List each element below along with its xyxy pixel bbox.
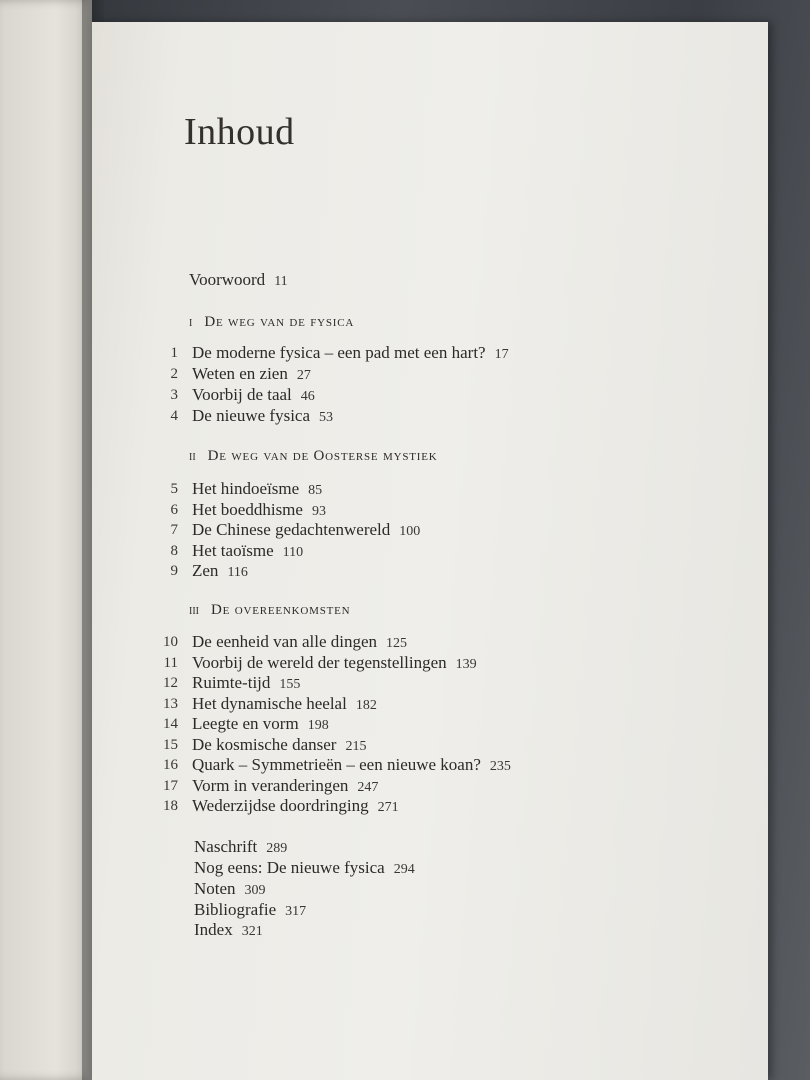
part-heading-1 — [189, 314, 354, 331]
chapter-page: 116 — [227, 565, 248, 580]
page-title: Inhoud — [184, 111, 295, 153]
appendix-page: 321 — [241, 924, 263, 939]
toc-appendix-nog-eens — [194, 858, 415, 880]
chapter-label: Vorm in veranderingen — [192, 776, 349, 795]
part-title: De overeenkomsten — [211, 602, 351, 618]
part-heading-3 — [189, 602, 350, 619]
chapter-label: Het boeddhisme — [192, 500, 303, 519]
chapter-label: Voorbij de taal — [192, 385, 292, 404]
toc-chapter-11 — [163, 653, 477, 675]
chapter-number: 15 — [163, 737, 178, 753]
chapter-page: 93 — [311, 504, 326, 519]
toc-chapter-17 — [163, 776, 379, 798]
chapter-page: 235 — [489, 759, 511, 774]
chapter-number: 2 — [170, 366, 178, 382]
chapter-label: De moderne fysica – een pad met een hart? — [192, 343, 486, 362]
appendix-page: 309 — [244, 883, 266, 898]
toc-chapter-2 — [170, 364, 311, 386]
chapter-label: Het dynamische heelal — [192, 694, 347, 713]
chapter-page: 198 — [307, 718, 329, 733]
chapter-label: De nieuwe fysica — [192, 406, 311, 425]
chapter-number: 6 — [170, 502, 178, 518]
chapter-page: 53 — [319, 410, 334, 425]
toc-chapter-6 — [170, 500, 326, 522]
chapter-page: 182 — [355, 698, 377, 713]
chapter-number: 7 — [170, 522, 178, 538]
appendix-label: Naschrift — [194, 837, 258, 856]
toc-chapter-5 — [170, 479, 323, 501]
chapter-page: 46 — [300, 389, 315, 404]
chapter-label: De eenheid van alle dingen — [192, 632, 378, 651]
chapter-page: 215 — [345, 739, 367, 754]
toc-entry-voorwoord — [189, 270, 288, 292]
toc-entry-label: Voorwoord — [189, 270, 266, 289]
toc-chapter-10 — [163, 632, 408, 654]
toc-chapter-7 — [170, 520, 421, 542]
part-title: De weg van de Oosterse mystiek — [207, 448, 438, 464]
chapter-page: 125 — [386, 636, 408, 651]
toc-chapter-12 — [163, 673, 301, 695]
left-page — [0, 0, 92, 1080]
toc-chapter-14 — [163, 714, 329, 736]
chapter-number: 18 — [163, 798, 178, 814]
chapter-page: 247 — [357, 780, 379, 795]
chapter-number: 12 — [163, 675, 178, 691]
part-title: De weg van de fysica — [204, 314, 355, 330]
chapter-number: 11 — [163, 655, 178, 671]
chapter-label: Quark – Symmetrieën – een nieuwe koan? — [192, 755, 481, 774]
chapter-page: 110 — [282, 545, 304, 560]
appendix-label: Bibliografie — [194, 900, 277, 919]
chapter-label: Weten en zien — [192, 364, 288, 383]
chapter-number: 9 — [170, 563, 178, 579]
chapter-number: 17 — [163, 778, 178, 794]
chapter-page: 17 — [494, 347, 509, 362]
chapter-number: 13 — [163, 696, 178, 712]
chapter-number: 10 — [163, 634, 178, 650]
toc-chapter-1 — [170, 343, 509, 365]
toc-chapter-13 — [163, 694, 377, 716]
chapter-number: 1 — [170, 345, 178, 361]
toc-appendix-bibliografie — [194, 900, 306, 922]
toc-chapter-15 — [163, 735, 367, 757]
toc-entry-page: 11 — [274, 274, 288, 289]
part-roman: i — [189, 315, 193, 330]
toc-chapter-3 — [170, 385, 315, 407]
toc-appendix-noten — [194, 879, 266, 901]
appendix-label: Nog eens: De nieuwe fysica — [194, 858, 385, 877]
toc-appendix-naschrift — [194, 837, 287, 859]
toc-chapter-4 — [170, 406, 334, 428]
chapter-label: Wederzijdse doordringing — [192, 796, 369, 815]
toc-appendix-index — [194, 920, 263, 942]
chapter-number: 4 — [170, 408, 178, 424]
chapter-label: De kosmische danser — [192, 735, 337, 754]
chapter-page: 139 — [455, 657, 477, 672]
chapter-label: De Chinese gedachtenwereld — [192, 520, 391, 539]
chapter-label: Voorbij de wereld der tegenstellingen — [192, 653, 447, 672]
chapter-number: 14 — [163, 716, 178, 732]
chapter-number: 3 — [170, 387, 178, 403]
toc-chapter-18 — [163, 796, 399, 818]
chapter-label: Ruimte-tijd — [192, 673, 271, 692]
chapter-number: 5 — [170, 481, 178, 497]
appendix-page: 294 — [393, 862, 415, 877]
toc-chapter-16 — [163, 755, 511, 777]
toc-chapter-8 — [170, 541, 304, 563]
contents-page — [92, 22, 768, 1080]
chapter-page: 85 — [308, 483, 323, 498]
part-roman: iii — [189, 603, 199, 618]
chapter-label: Het taoïsme — [192, 541, 274, 560]
chapter-page: 27 — [296, 368, 311, 383]
part-roman: ii — [189, 449, 196, 464]
appendix-label: Noten — [194, 879, 236, 898]
chapter-number: 8 — [170, 543, 178, 559]
chapter-label: Leegte en vorm — [192, 714, 299, 733]
appendix-label: Index — [194, 920, 233, 939]
chapter-page: 100 — [399, 524, 421, 539]
part-heading-2 — [189, 448, 438, 465]
appendix-page: 289 — [266, 841, 288, 856]
chapter-label: Het hindoeïsme — [192, 479, 300, 498]
toc-chapter-9 — [170, 561, 248, 583]
chapter-page: 271 — [377, 800, 399, 815]
chapter-page: 155 — [279, 677, 301, 692]
chapter-label: Zen — [192, 561, 219, 580]
appendix-page: 317 — [285, 904, 307, 919]
chapter-number: 16 — [163, 757, 178, 773]
